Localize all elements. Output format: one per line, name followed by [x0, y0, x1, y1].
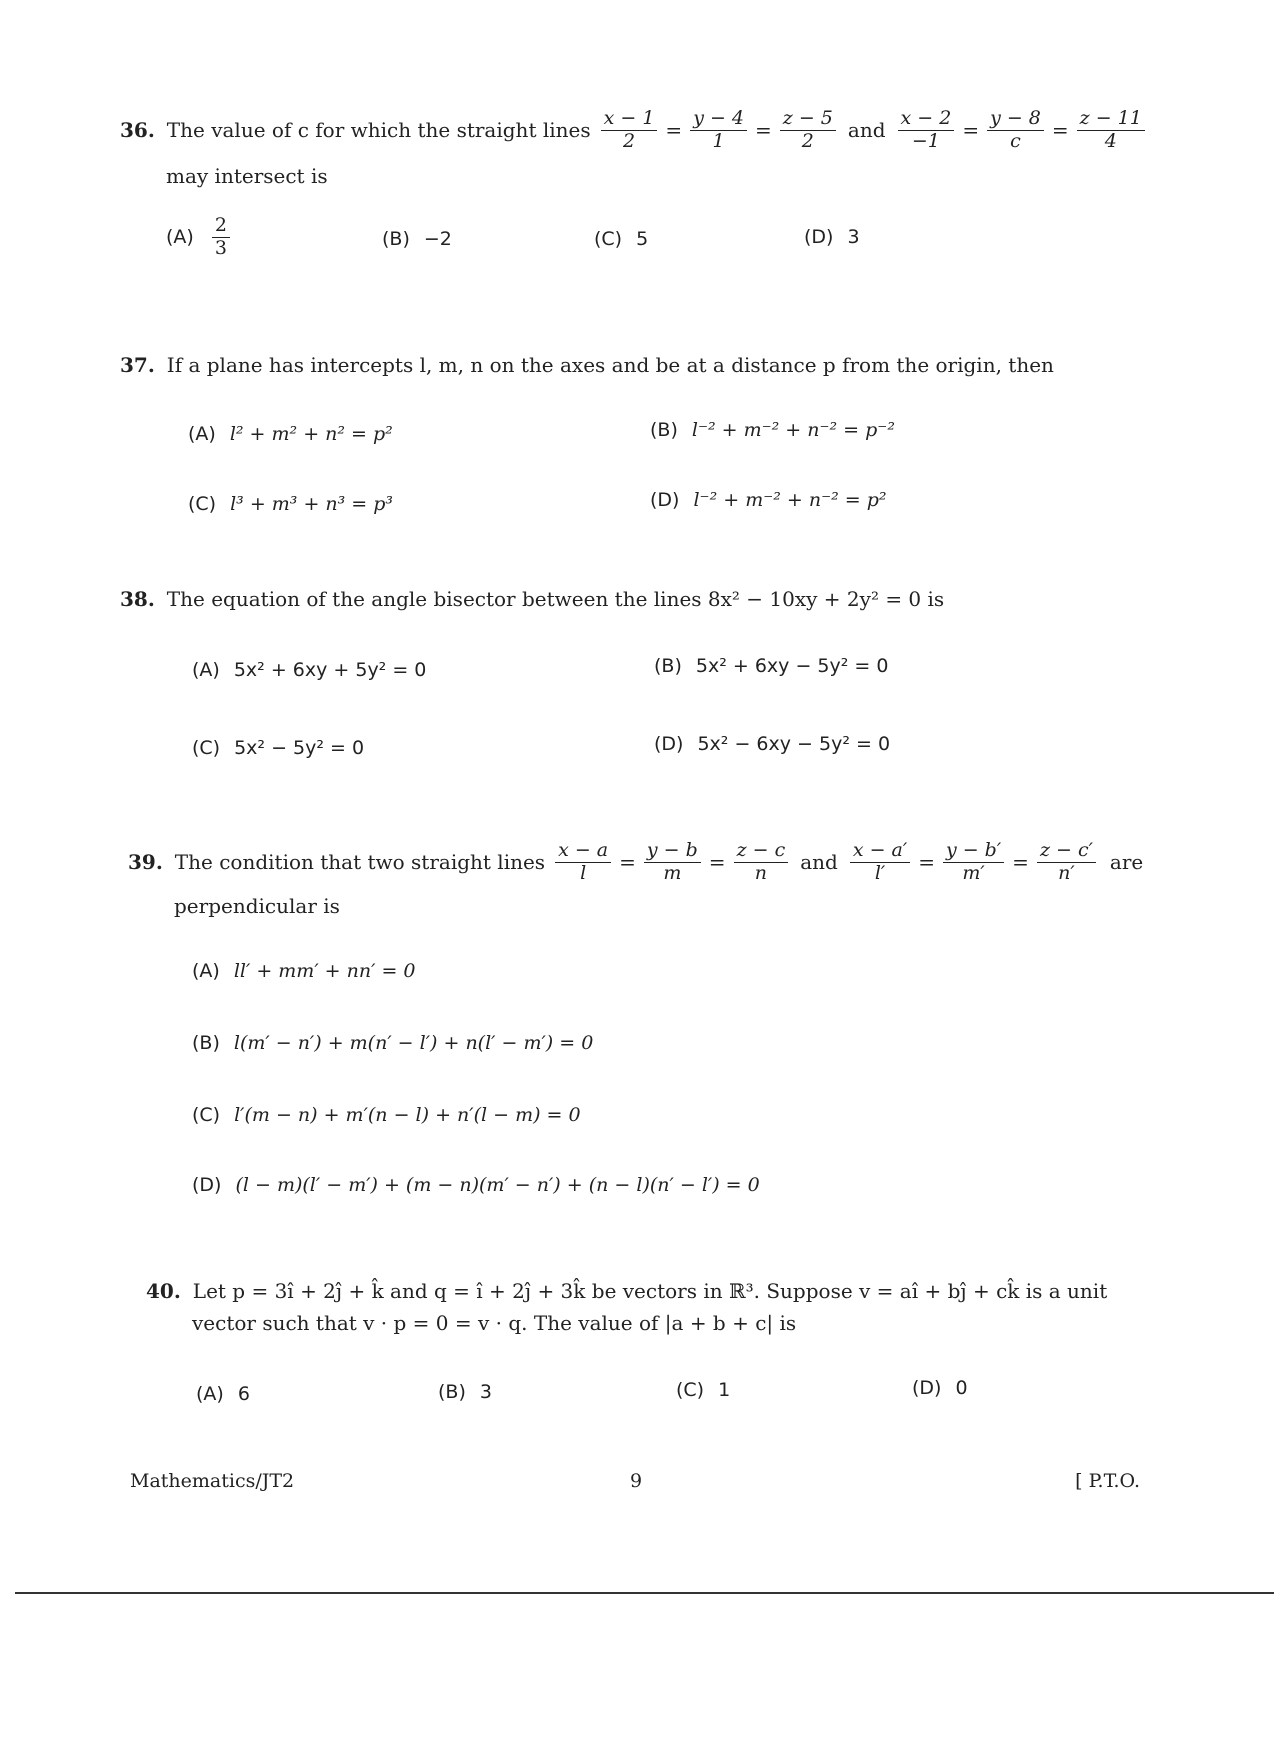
option-b[interactable]: (B) 5x² + 6xy − 5y² = 0: [654, 655, 889, 677]
option-c[interactable]: (C) 5x² − 5y² = 0: [192, 737, 365, 759]
fraction: $\frac{z - c}{n}$: [734, 840, 789, 885]
option-c[interactable]: (C) l′(m − n) + m′(n − l) + n′(l − m) = 0: [192, 1103, 581, 1126]
question-text: The condition that two straight lines: [174, 850, 546, 875]
option-c[interactable]: (C) 1: [676, 1379, 731, 1401]
fraction: $\frac{y - b}{m}$: [644, 840, 701, 885]
page-number: 9: [630, 1470, 643, 1492]
question-text: If a plane has intercepts l, m, n on the axes and be at a distance p from the origin, then: [166, 353, 1054, 377]
option-d[interactable]: (D) 0: [912, 1377, 968, 1399]
question-text: Let p = 3î + 2ĵ + k̂ and q = î + 2ĵ + 3k̂ be vectors in ℝ³. Suppose v = aî + bĵ + ck̂ is a unit: [192, 1279, 1108, 1303]
question-number: 38.: [120, 587, 155, 611]
question-number: 39.: [128, 850, 163, 875]
question-text: are: [1109, 850, 1144, 875]
question-number: 36.: [120, 118, 155, 143]
option-a[interactable]: (A) 5x² + 6xy + 5y² = 0: [192, 659, 427, 681]
option-b[interactable]: (B) l(m′ − n′) + m(n′ − l′) + n(l′ − m′) = 0: [192, 1031, 594, 1054]
conjunction: and: [800, 850, 838, 875]
question-number: 37.: [120, 353, 155, 377]
question-number: 40.: [146, 1279, 181, 1303]
option-c[interactable]: (C) l³ + m³ + n³ = p³: [188, 493, 394, 515]
question-40: [146, 1278, 1166, 1405]
option-d[interactable]: (D) l⁻² + m⁻² + n⁻² = p²: [650, 489, 887, 511]
fraction: $\frac{y - b'}{m'}$: [943, 840, 1004, 885]
option-d[interactable]: (D) (l − m)(l′ − m′) + (m − n)(m′ − n′) + (n − l)(n′ − l′) = 0: [192, 1173, 760, 1196]
bottom-rule: [15, 1592, 1274, 1594]
fraction: $\frac{x - a'}{l'}$: [850, 840, 910, 885]
question-text-continued: vector such that v · p = 0 = v · q. The value of |a + b + c| is: [192, 1311, 797, 1335]
option-a[interactable]: (A) 6: [196, 1383, 250, 1405]
question-38: [120, 586, 1140, 759]
fraction: $\frac{x - 1}{2}$: [601, 108, 658, 153]
page-footer: [130, 1470, 1140, 1492]
question-text-continued: may intersect is: [166, 163, 328, 188]
fraction: $\frac{y - 4}{1}$: [690, 108, 747, 153]
fraction: $\frac{z - 5}{2}$: [780, 108, 836, 153]
fraction: $\frac{x - 2}{-1}$: [898, 108, 955, 153]
fraction: $\frac{x - a}{l}$: [555, 840, 611, 885]
subject-code: Mathematics/JT2: [130, 1470, 295, 1492]
fraction: $\frac{z - c'}{n'}$: [1037, 840, 1096, 885]
fraction: $\frac{z - 11}{4}$: [1077, 108, 1145, 153]
question-39: 39. The condition that two straight lines $\frac{x - a}{l}$ = $\frac{y - b}{m}$ = $\frac{z - c}{n}$ and $\frac{x - a'}{l'}$ = $\frac{y - b'}{m'}$ = $\frac{z - c'}{n'}$ are perpendicular is (A) ll′ + mm′ + nn′ = 0 (B) l(m′ − n′) + m(n′ − l′) + n(l′ − m′) = 0 (C) l′(m − n) + m′(n − l) + n′(l − m) = 0 (D) (l − m)(l′ − m′) + (m − n)(m′ − n′) + (n − l)(n′ − l′) = 0: [128, 840, 1148, 919]
fraction: $\frac{y - 8}{c}$: [987, 108, 1044, 153]
question-37: [120, 352, 1140, 515]
option-d[interactable]: (D) 5x² − 6xy − 5y² = 0: [654, 733, 891, 755]
option-c[interactable]: (C) 5: [594, 227, 649, 250]
question-text-continued: perpendicular is: [174, 893, 340, 918]
option-a[interactable]: (A) $\frac{2}{3}$: [166, 215, 234, 260]
option-b[interactable]: (B) 3: [438, 1381, 492, 1403]
question-text: The value of c for which the straight lines: [166, 118, 591, 143]
question-36: 36. The value of c for which the straight lines $\frac{x - 1}{2}$ = $\frac{y - 4}{1}$ = $\frac{z - 5}{2}$ and $\frac{x - 2}{-1}$ = $\frac{y - 8}{c}$ = $\frac{z - 11}{4}$ may intersect is (A) $\frac{2}{3}$ (B) −2 (C) 5 (D) 3: [120, 108, 1140, 189]
option-b[interactable]: (B) −2: [382, 227, 452, 250]
option-a[interactable]: (A) l² + m² + n² = p²: [188, 423, 393, 445]
question-text: The equation of the angle bisector between the lines 8x² − 10xy + 2y² = 0 is: [166, 587, 945, 611]
pto-note: [ P.T.O.: [1075, 1470, 1140, 1492]
option-d[interactable]: (D) 3: [804, 225, 860, 248]
option-a[interactable]: (A) ll′ + mm′ + nn′ = 0: [192, 959, 416, 982]
conjunction: and: [847, 118, 886, 143]
option-b[interactable]: (B) l⁻² + m⁻² + n⁻² = p⁻²: [650, 419, 895, 441]
